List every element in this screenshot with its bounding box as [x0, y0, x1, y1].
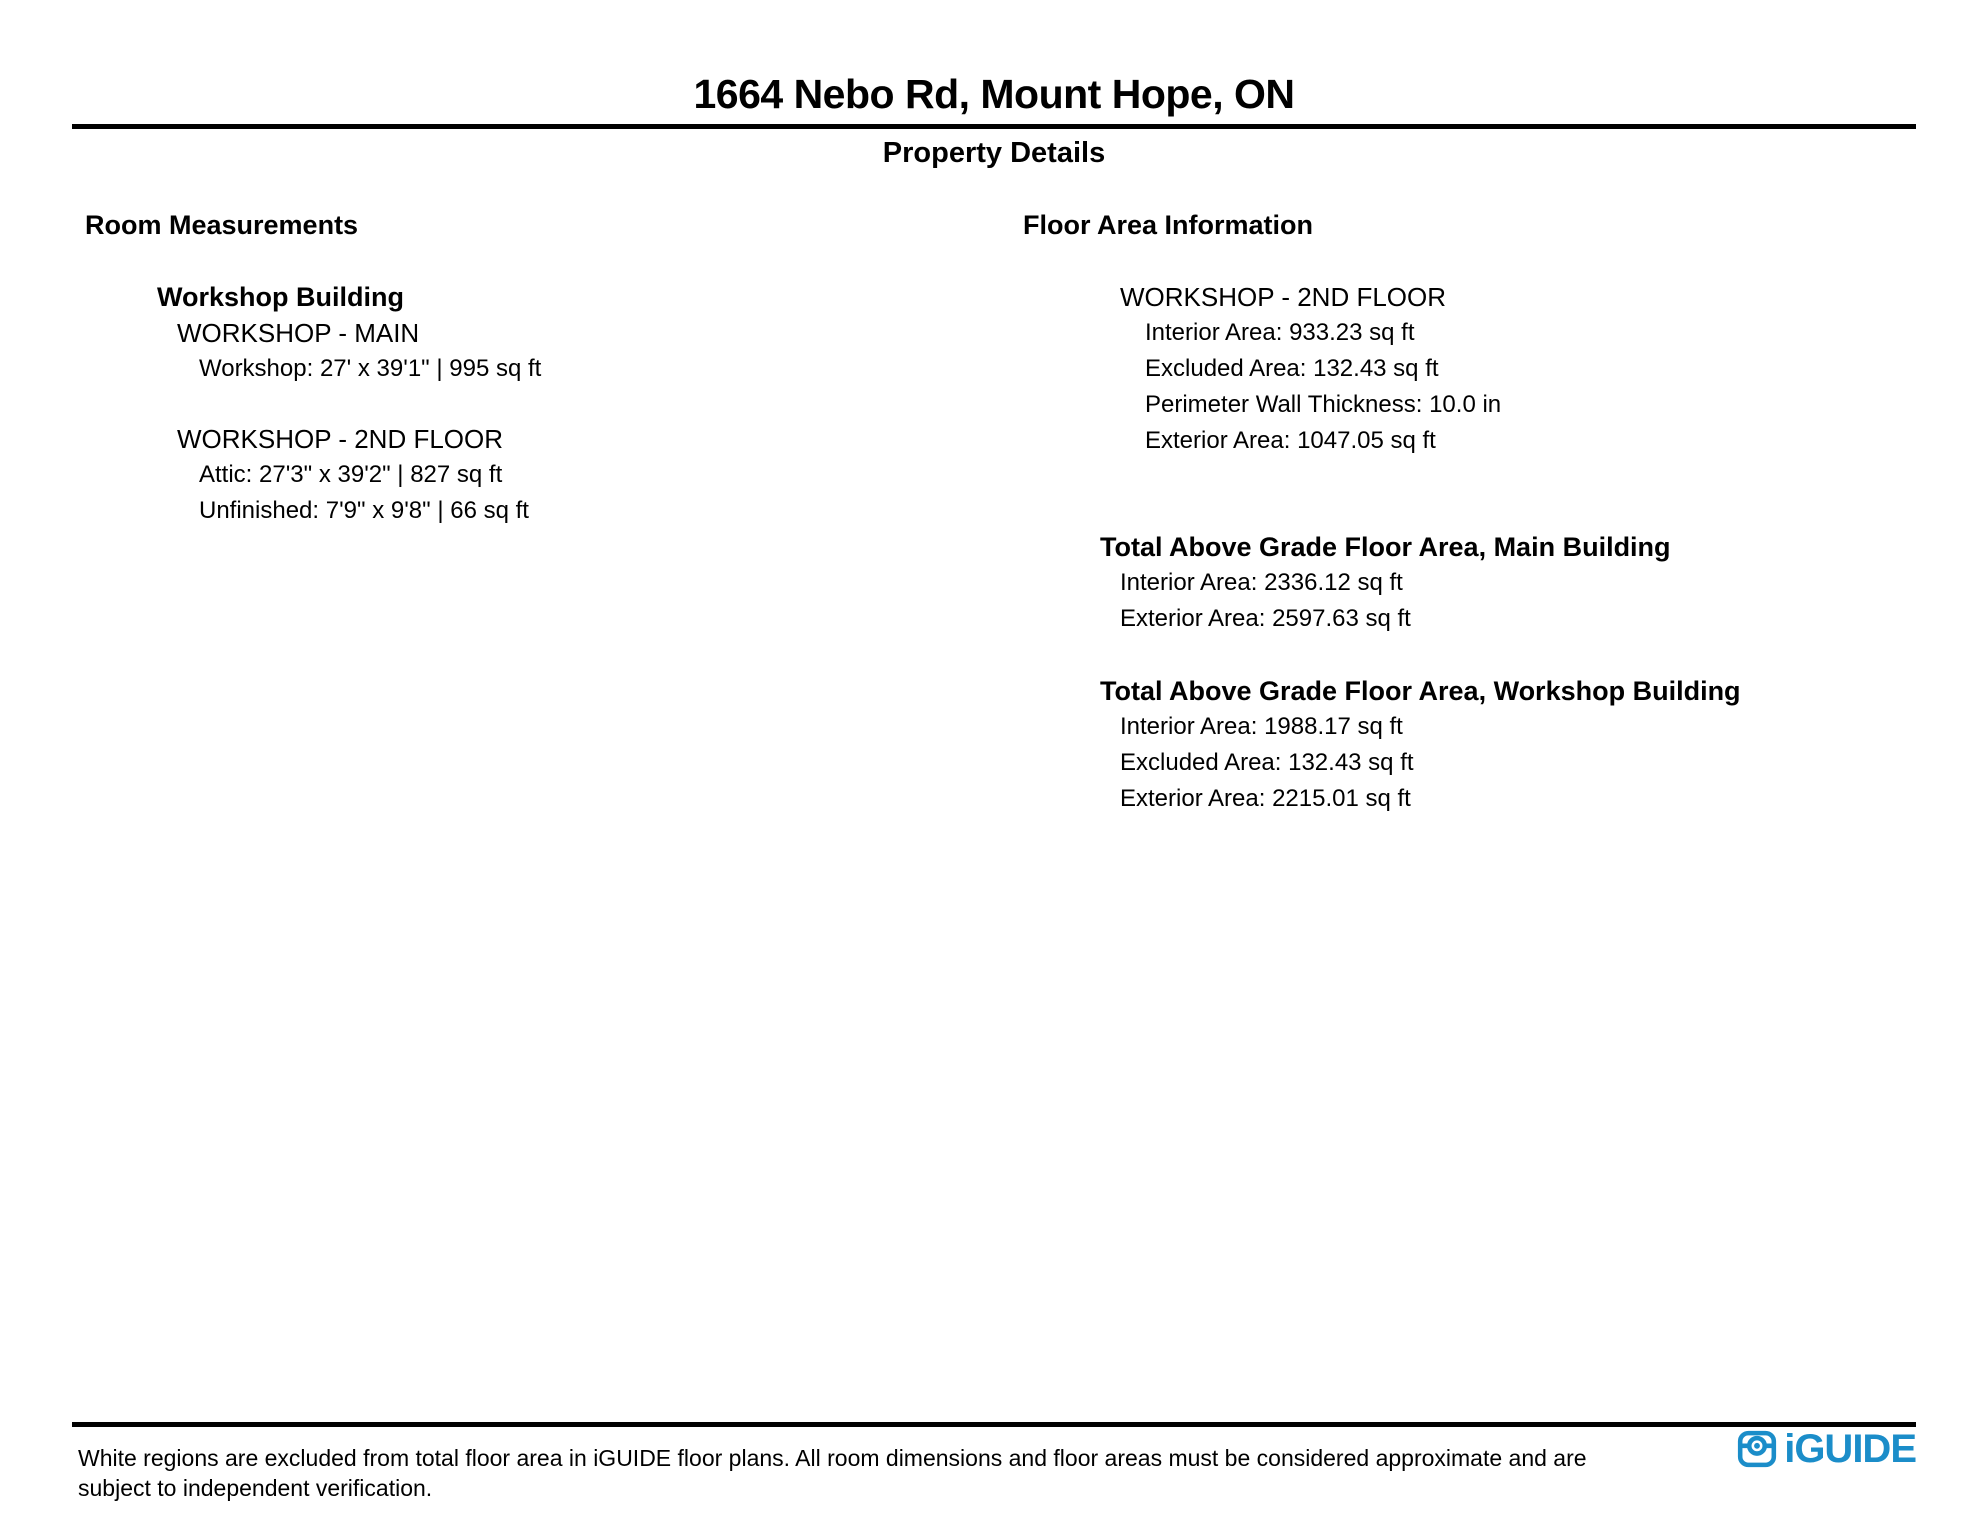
floor-area-value: Interior Area: 1988.17 sq ft [1120, 713, 1403, 740]
floor-area-block-title: Total Above Grade Floor Area, Workshop Building [1100, 676, 1741, 706]
building-name: Workshop Building [157, 282, 404, 312]
floor-area-value: Interior Area: 933.23 sq ft [1145, 319, 1415, 346]
floor-name: WORKSHOP - MAIN [177, 318, 420, 348]
floor-area-value: Exterior Area: 2597.63 sq ft [1120, 605, 1411, 632]
floor-area-block-title: WORKSHOP - 2ND FLOOR [1120, 282, 1447, 312]
floor-area-heading: Floor Area Information [1023, 210, 1314, 240]
iguide-logo-text: iGUIDE [1784, 1427, 1916, 1471]
disclaimer-text: White regions are excluded from total floor area in iGUIDE floor plans. All room dimensions and floor areas must be considered approximate and are subject to independent verification. [78, 1445, 1587, 1501]
page-subtitle: Property Details [882, 137, 1106, 169]
floor-area-value: Excluded Area: 132.43 sq ft [1145, 355, 1439, 382]
page-footer [72, 1422, 1916, 1503]
floor-area-value: Excluded Area: 132.43 sq ft [1120, 749, 1414, 776]
floor-area-value: Interior Area: 2336.12 sq ft [1120, 569, 1403, 596]
page-title: 1664 Nebo Rd, Mount Hope, ON [693, 71, 1295, 117]
floor-area-value: Perimeter Wall Thickness: 10.0 in [1145, 391, 1502, 418]
title-divider [72, 124, 1916, 129]
floor-name: WORKSHOP - 2ND FLOOR [177, 424, 504, 454]
floor-block-workshop-main [177, 315, 541, 387]
room-measurements-heading: Room Measurements [85, 210, 359, 240]
room-measurement: Unfinished: 7'9" x 9'8" | 66 sq ft [199, 497, 529, 524]
floor-area-block-total-main [1100, 529, 1741, 637]
floor-block-workshop-2nd [177, 421, 541, 529]
iguide-camera-icon [1737, 1429, 1777, 1469]
floor-area-block-total-workshop [1100, 673, 1741, 817]
floor-area-value: Exterior Area: 1047.05 sq ft [1145, 427, 1436, 454]
floor-area-block-title: Total Above Grade Floor Area, Main Building [1100, 532, 1671, 562]
floor-area-section [1023, 207, 1741, 817]
building-block [157, 279, 541, 529]
floor-area-block-workshop-2nd [1120, 279, 1741, 459]
iguide-logo [1737, 1429, 1916, 1469]
floor-area-value: Exterior Area: 2215.01 sq ft [1120, 785, 1411, 812]
room-measurement: Attic: 27'3" x 39'2" | 827 sq ft [199, 461, 503, 488]
room-measurements-section [85, 207, 541, 529]
room-measurement: Workshop: 27' x 39'1" | 995 sq ft [199, 355, 542, 382]
